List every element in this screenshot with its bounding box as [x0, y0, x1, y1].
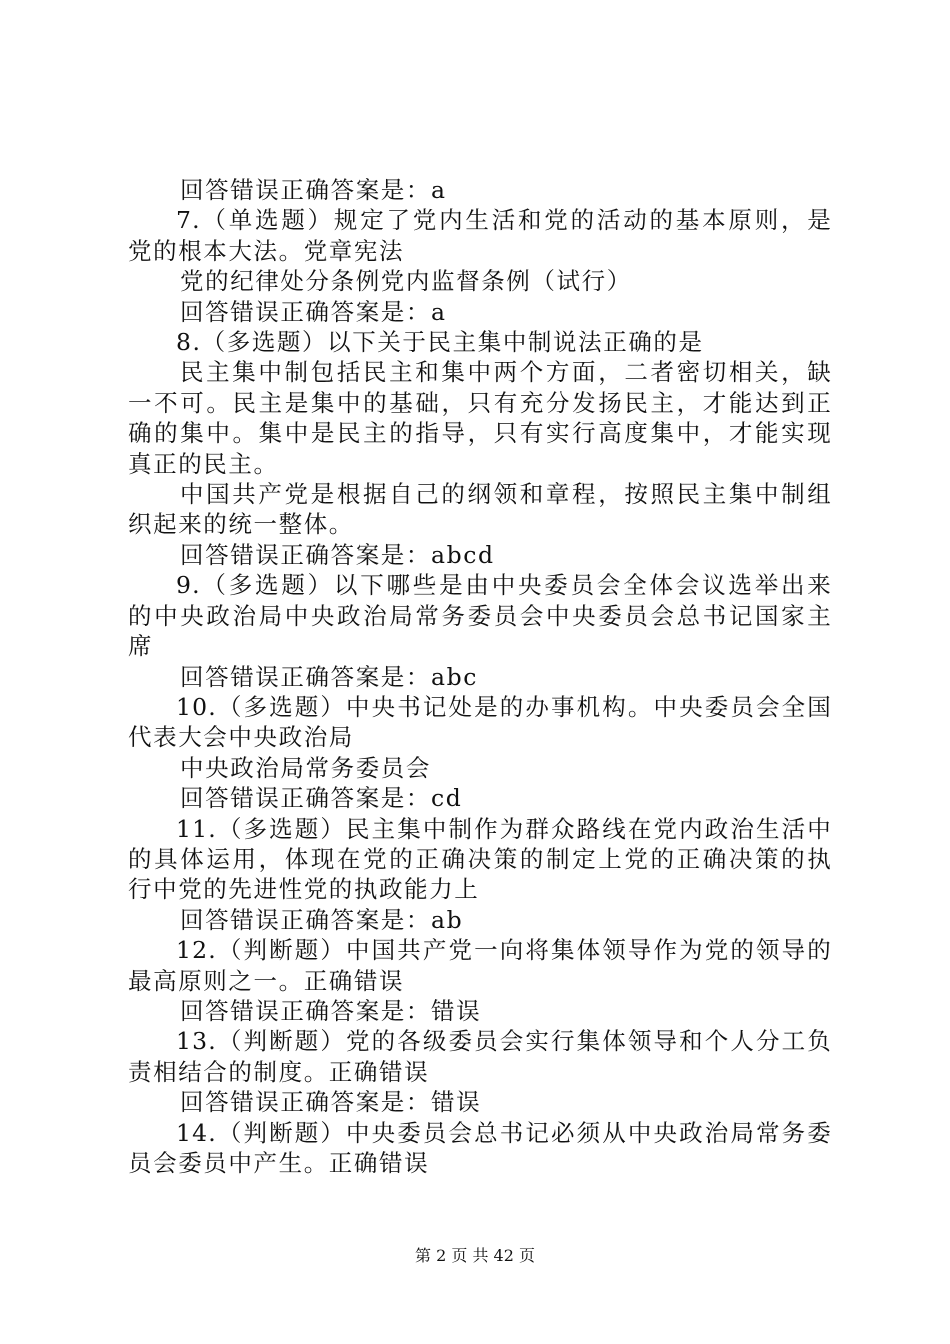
- question-continuation: 党的根本大法。党章宪法: [128, 236, 405, 265]
- question-line: 14.（判断题）中央委员会总书记必须从中央政治局常务委: [176, 1118, 832, 1147]
- answer-line: 回答错误正确答案是：abc: [180, 662, 479, 691]
- option-line: 民主集中制包括民主和集中两个方面，二者密切相关，缺: [180, 358, 832, 387]
- question-continuation: 的具体运用，体现在党的正确决策的制定上党的正确决策的执: [128, 844, 832, 873]
- answer-line: 回答错误正确答案是：a: [180, 297, 447, 326]
- option-continuation: 真正的民主。: [128, 449, 279, 478]
- question-line: 8.（多选题）以下关于民主集中制说法正确的是: [176, 328, 704, 357]
- question-continuation: 的中央政治局中央政治局常务委员会中央委员会总书记国家主: [128, 601, 832, 630]
- option-continuation: 织起来的统一整体。: [128, 510, 354, 539]
- page-number-footer: 第 2 页 共 42 页: [415, 1246, 535, 1265]
- question-line: 10.（多选题）中央书记处是的办事机构。中央委员会全国: [176, 692, 832, 721]
- question-continuation: 代表大会中央政治局: [128, 723, 354, 752]
- question-continuation: 员会委员中产生。正确错误: [128, 1149, 430, 1177]
- answer-line: 回答错误正确答案是：abcd: [180, 540, 495, 569]
- answer-line: 回答错误正确答案是：错误: [180, 996, 482, 1025]
- question-continuation: 责相结合的制度。正确错误: [128, 1057, 430, 1086]
- answer-line: 回答错误正确答案是：a: [180, 176, 447, 204]
- answer-line: 回答错误正确答案是：错误: [180, 1088, 482, 1117]
- option-continuation: 确的集中。集中是民主的指导，只有实行高度集中，才能实现: [128, 419, 832, 448]
- question-continuation: 席: [128, 632, 154, 661]
- option-continuation: 一不可。民主是集中的基础，只有充分发扬民主，才能达到正: [128, 388, 832, 417]
- question-line: 9.（多选题）以下哪些是由中央委员会全体会议选举出来: [176, 571, 832, 600]
- question-line: 11.（多选题）民主集中制作为群众路线在党内政治生活中: [176, 814, 832, 843]
- question-line: 13.（判断题）党的各级委员会实行集体领导和个人分工负: [176, 1027, 832, 1056]
- option-line: 党的纪律处分条例党内监督条例（试行）: [180, 267, 632, 296]
- question-line: 7.（单选题）规定了党内生活和党的活动的基本原则，是: [176, 206, 832, 235]
- question-continuation: 行中党的先进性党的执政能力上: [128, 875, 480, 904]
- option-line: 中央政治局常务委员会: [180, 753, 431, 782]
- answer-line: 回答错误正确答案是：ab: [180, 905, 464, 934]
- question-line: 12.（判断题）中国共产党一向将集体领导作为党的领导的: [176, 936, 832, 965]
- question-continuation: 最高原则之一。正确错误: [128, 966, 405, 995]
- document-body: [128, 175, 832, 1178]
- answer-line: 回答错误正确答案是：cd: [180, 784, 463, 813]
- option-line: 中国共产党是根据自己的纲领和章程，按照民主集中制组: [180, 480, 832, 509]
